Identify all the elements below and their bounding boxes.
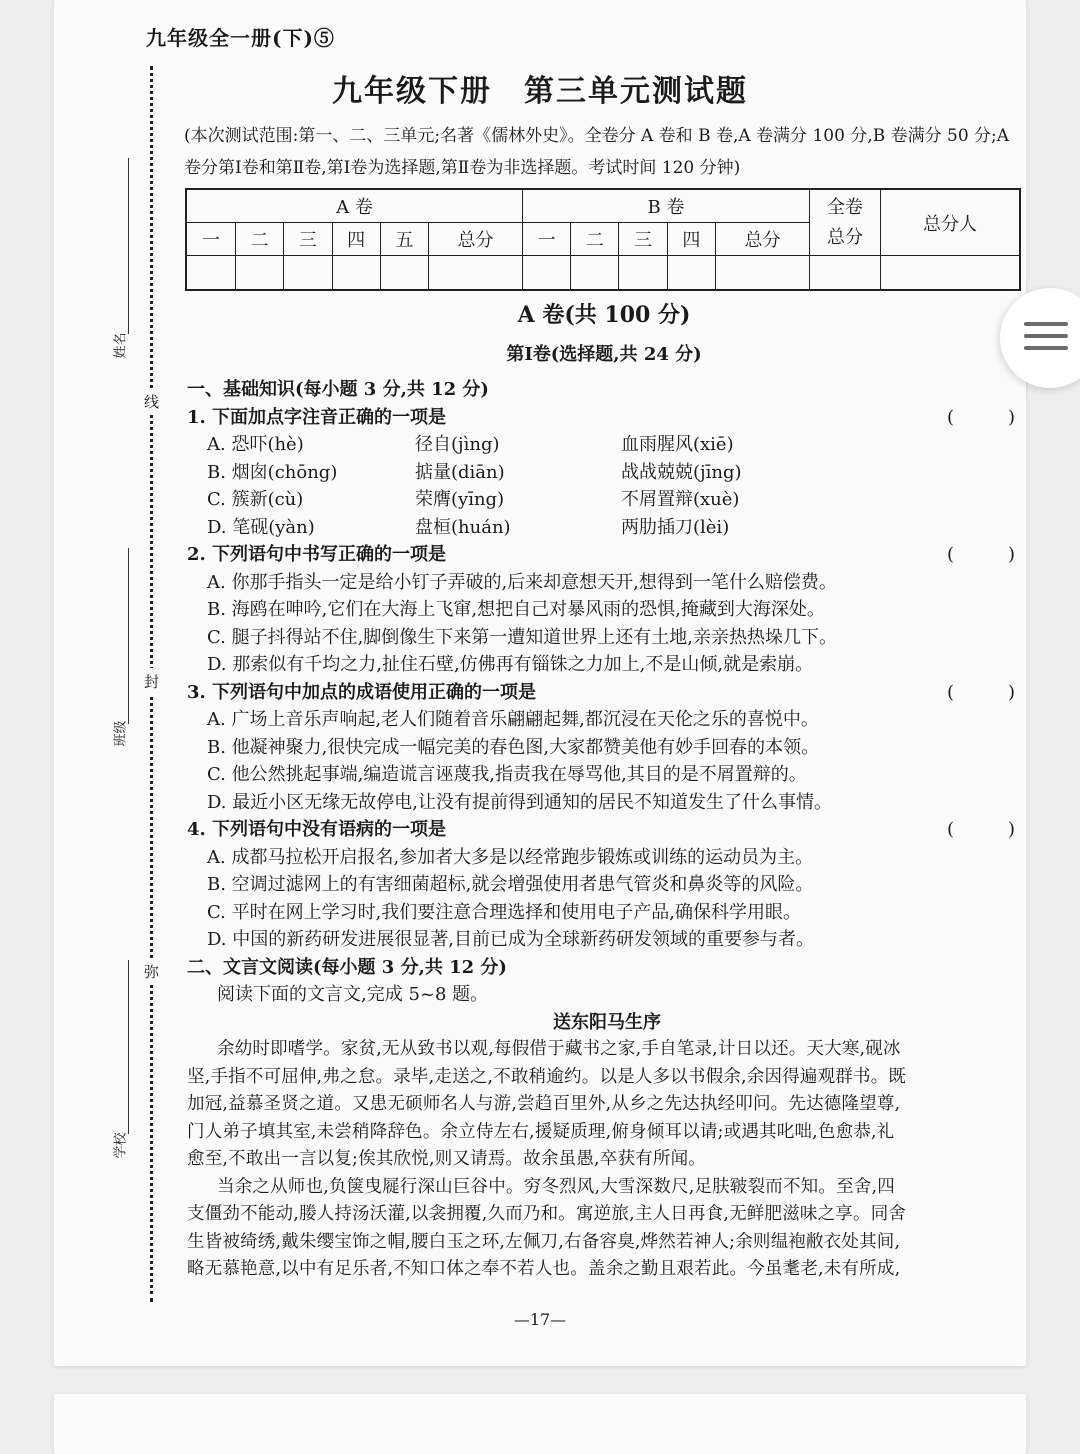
menu-icon-bar xyxy=(1024,334,1068,338)
q1-option-row xyxy=(187,431,1026,459)
q1-option-row xyxy=(187,486,1026,514)
q1-option: B. 烟囱(chōng) xyxy=(207,461,338,483)
q3-option: C. 他公然挑起事端,编造谎言诬蔑我,指责我在辱骂他,其目的是不屑置辩的。 xyxy=(207,764,807,785)
a-col-header: 四 xyxy=(332,223,380,256)
q1-option: D. 笔砚(yàn) xyxy=(207,516,315,538)
test-scope-note: (本次测试范围:第一、二、三单元;名著《儒林外史》。全卷分 A 卷和 B 卷,A 卷满分 100 分,B 卷满分 50 分;A 卷分第Ⅰ卷和第Ⅱ卷,第Ⅰ卷为选择题,第Ⅱ卷为非选择题。考试时间 120 分钟) xyxy=(184,126,1010,178)
menu-icon xyxy=(1024,322,1068,326)
class-label: 班级 xyxy=(113,720,129,747)
b-col-header: 二 xyxy=(571,223,619,256)
score-cell xyxy=(429,256,523,290)
score-cell xyxy=(619,256,667,290)
q2-option: A. 你那手指头一定是给小钉子弄破的,后来却意想天开,想得到一笔什么赔偿费。 xyxy=(207,571,837,593)
q3-option: A. 广场上音乐声响起,老人们随着音乐翩翩起舞,都沉浸在天伦之乐的喜悦中。 xyxy=(207,709,819,730)
question-content xyxy=(187,376,1026,1284)
part-1-title: 第Ⅰ卷(选择题,共 24 分) xyxy=(506,344,702,365)
answer-parentheses: ( ) xyxy=(947,819,1016,840)
question-3-stem xyxy=(187,679,1026,707)
binding-word-feng: 封 xyxy=(144,668,159,695)
passage-line: 愈至,不敢出一言以复;俟其欣悦,则又请焉。故余虽愚,卒获有所闻。 xyxy=(187,1149,706,1169)
score-header-b: B 卷 xyxy=(522,189,809,223)
b-col-header: 总分 xyxy=(715,223,809,256)
q1-option: 血雨腥风(xiē) xyxy=(621,434,734,455)
passage-title: 送东阳马生序 xyxy=(553,1011,661,1033)
b-col-header: 三 xyxy=(619,223,667,256)
menu-icon-bar xyxy=(1024,346,1068,350)
score-header-scorer: 总分人 xyxy=(881,189,1021,256)
q1-option: A. 恐吓(hè) xyxy=(207,434,304,455)
score-cell xyxy=(810,256,881,290)
passage-line: 略无慕艳意,以中有足乐者,不知口体之奉不若人也。盖余之勤且艰若此。今虽耄老,未有所成, xyxy=(187,1259,901,1279)
score-header-total xyxy=(810,189,881,256)
q1-option: 掂量(diān) xyxy=(415,461,505,483)
q2-stem-text: 2. 下列语句中书写正确的一项是 xyxy=(187,544,447,565)
score-cell xyxy=(667,256,715,290)
passage-line: 生皆被绮绣,戴朱缨宝饰之帽,腰白玉之环,左佩刀,右备容臭,烨然若神人;余则缊袍敝衣处其间, xyxy=(187,1231,901,1252)
q1-option-row xyxy=(187,459,1026,487)
answer-parentheses: ( ) xyxy=(947,406,1016,428)
score-cell xyxy=(186,256,236,290)
q1-option: C. 簇新(cù) xyxy=(207,489,304,510)
q1-option: 荣膺(yīng) xyxy=(415,489,505,510)
passage-line: 当余之从师也,负箧曳屣行深山巨谷中。穷冬烈风,大雪深数尺,足肤皲裂而不知。至舍,四 xyxy=(217,1176,895,1197)
school-write-line xyxy=(128,960,129,1134)
q2-option: B. 海鸥在呻吟,它们在大海上飞窜,想把自己对暴风雨的恐惧,掩藏到大海深处。 xyxy=(207,599,825,620)
total-label-1: 全卷 xyxy=(827,196,863,218)
section-a-title: A 卷(共 100 分) xyxy=(517,302,691,328)
next-page-preview xyxy=(54,1394,1026,1454)
score-cell xyxy=(380,256,428,290)
school-label: 学校 xyxy=(113,1132,129,1159)
q4-option: A. 成都马拉松开启报名,参加者大多是以经常跑步锻炼或训练的运动员为主。 xyxy=(207,846,814,868)
passage-line: 余幼时即嗜学。家贫,无从致书以观,每假借于藏书之家,手自笔录,计日以还。天大寒,砚冰 xyxy=(217,1039,901,1059)
a-col-header: 五 xyxy=(380,223,428,256)
total-label-2: 总分 xyxy=(827,226,863,248)
q1-option: 盘桓(huán) xyxy=(415,516,511,538)
passage-line: 支僵劲不能动,媵人持汤沃灌,以衾拥覆,久而乃和。寓逆旅,主人日再食,无鲜肥滋味之享。同舍 xyxy=(187,1204,907,1224)
passage-line: 加冠,益慕圣贤之道。又患无硕师名人与游,尝趋百里外,从乡之先达执经叩问。先达德隆望尊, xyxy=(187,1094,901,1114)
q3-option: D. 最近小区无缘无故停电,让没有提前得到通知的居民不知道发生了什么事情。 xyxy=(207,791,832,813)
reading-instruction: 阅读下面的文言文,完成 5~8 题。 xyxy=(217,984,489,1005)
passage-line: 门人弟子填其室,未尝稍降辞色。余立侍左右,援疑质理,俯身倾耳以请;或遇其叱咄,色愈恭,礼 xyxy=(187,1121,895,1142)
q1-option: 战战兢兢(jīng) xyxy=(621,461,742,483)
b-col-header: 四 xyxy=(667,223,715,256)
a-col-header: 总分 xyxy=(429,223,523,256)
page-title: 九年级下册 第三单元测试题 xyxy=(332,74,748,109)
a-col-header: 一 xyxy=(186,223,236,256)
q4-option: B. 空调过滤网上的有害细菌超标,就会增强使用者患气管炎和鼻炎等的风险。 xyxy=(207,874,814,895)
q1-option: 两肋插刀(lèi) xyxy=(621,516,730,538)
document-page xyxy=(54,0,1026,1366)
q2-option: C. 腿子抖得站不住,脚倒像生下来第一遭知道世界上还有土地,亲亲热热垛几下。 xyxy=(207,626,838,648)
q1-option: 径自(jìng) xyxy=(415,434,500,455)
name-write-line xyxy=(128,158,129,334)
q4-option: C. 平时在网上学习时,我们要注意合理选择和使用电子产品,确保科学用眼。 xyxy=(207,901,802,923)
page-number: —17— xyxy=(513,1310,567,1329)
score-cell xyxy=(236,256,284,290)
answer-parentheses: ( ) xyxy=(947,544,1016,565)
binding-word-mi: 弥 xyxy=(144,958,159,985)
question-1-stem xyxy=(187,404,1026,432)
question-2-stem xyxy=(187,541,1026,569)
binding-word-xian: 线 xyxy=(144,388,159,415)
section-1-heading: 一、基础知识(每小题 3 分,共 12 分) xyxy=(187,379,489,400)
q1-stem-text: 1. 下面加点字注音正确的一项是 xyxy=(187,406,447,428)
answer-parentheses: ( ) xyxy=(947,681,1016,703)
name-label: 姓名 xyxy=(113,332,129,359)
q1-option: 不屑置辩(xuè) xyxy=(621,489,740,510)
q4-option: D. 中国的新药研发进展很显著,目前已成为全球新药研发领域的重要参与者。 xyxy=(207,929,814,950)
score-cell xyxy=(284,256,332,290)
score-cell xyxy=(571,256,619,290)
score-cell xyxy=(715,256,809,290)
passage-line: 坚,手指不可屈伸,弗之怠。录毕,走送之,不敢稍逾约。以是人多以书假余,余因得遍观群书。既 xyxy=(187,1066,907,1087)
a-col-header: 二 xyxy=(236,223,284,256)
score-cell xyxy=(522,256,570,290)
score-cell xyxy=(332,256,380,290)
a-col-header: 三 xyxy=(284,223,332,256)
question-4-stem xyxy=(187,816,1026,844)
score-table xyxy=(185,188,1021,291)
q4-stem-text: 4. 下列语句中没有语病的一项是 xyxy=(187,819,447,840)
class-write-line xyxy=(128,548,129,724)
score-cell xyxy=(881,256,1021,290)
q1-option-row xyxy=(187,514,1026,542)
q2-option: D. 那索似有千均之力,扯住石壁,仿佛再有锱铢之力加上,不是山倾,就是索崩。 xyxy=(207,654,814,675)
b-col-header: 一 xyxy=(522,223,570,256)
q3-option: B. 他凝神聚力,很快完成一幅完美的春色图,大家都赞美他有妙手回春的本领。 xyxy=(207,736,820,758)
section-2-heading: 二、文言文阅读(每小题 3 分,共 12 分) xyxy=(187,956,507,978)
score-header-a: A 卷 xyxy=(186,189,522,223)
book-volume-label: 九年级全一册(下)⑤ xyxy=(146,26,335,50)
q3-stem-text: 3. 下列语句中加点的成语使用正确的一项是 xyxy=(187,681,537,703)
